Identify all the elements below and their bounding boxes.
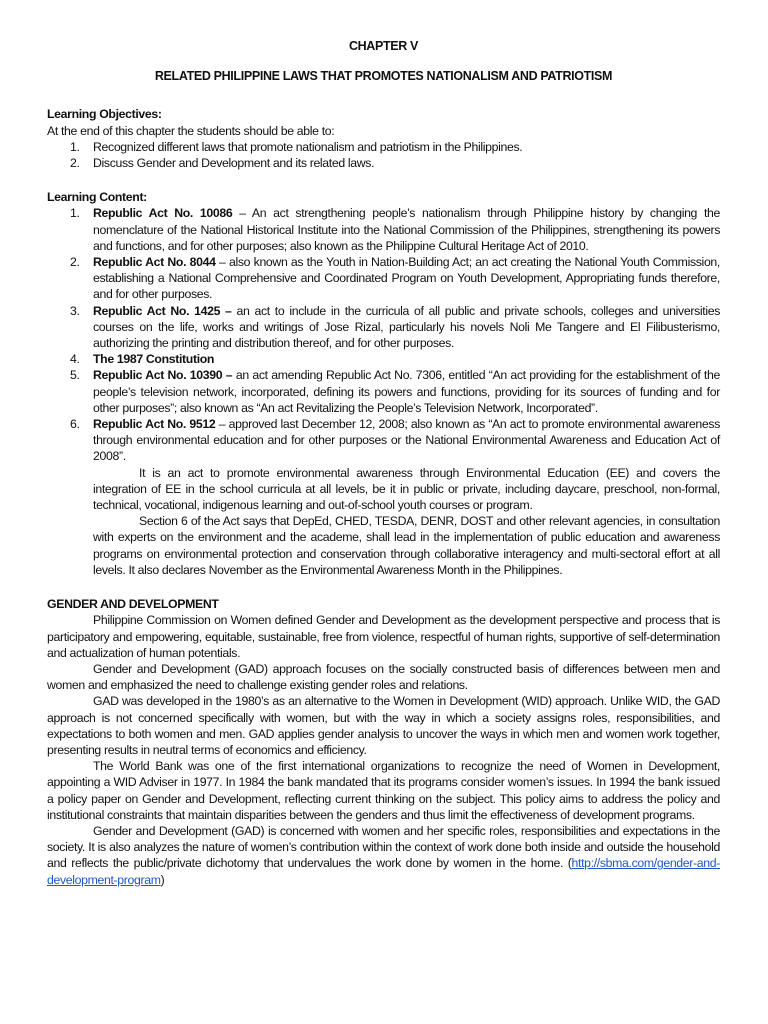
closing-paren: ): [160, 872, 165, 887]
list-item: [47, 205, 720, 254]
law-description: – also known as the Youth in Nation-Building Act; an act creating the National Youth Commission, establishing a National Comprehensive and Coordinated Program on Youth Development, Appropriating funds therefore, and for other purposes.: [93, 255, 720, 302]
law-name: Republic Act No. 1425 –: [93, 303, 232, 318]
page-header: [47, 38, 720, 84]
law-description: an act to include in the curricula of all public and private schools, colleges and universities courses on the life, works and writings of Jose Rizal, particularly his novels Noli Me Tangere and El Filibusterismo, authorizing the printing and distribution thereof, and for other purposes.: [93, 303, 720, 351]
law-name: The 1987 Constitution: [93, 352, 215, 367]
learning-objectives-list: [47, 139, 720, 171]
list-item: [47, 351, 720, 367]
chapter-title: RELATED PHILIPPINE LAWS THAT PROMOTES NATIONALISM AND PATRIOTISM: [154, 69, 613, 84]
list-item-text: Recognized different laws that promote nationalism and patriotism in the Philippines.: [93, 139, 523, 154]
list-number: 5.: [70, 368, 80, 383]
learning-content-heading: Learning Content:: [47, 190, 147, 205]
list-item: [47, 254, 720, 303]
learning-objectives-section: [47, 106, 720, 171]
ra9512-paragraph: It is an act to promote environmental awareness through Environmental Education (EE) and covers the integration of EE in the school curricula at all levels, be it in public or private, including daycare, preschool, non-formal, technical, vocational, indigenous learning and out-of-school youth courses or program.: [93, 465, 720, 513]
list-number: 4.: [70, 352, 80, 367]
gad-heading: GENDER AND DEVELOPMENT: [47, 597, 219, 612]
list-item: [47, 367, 720, 416]
law-name: Republic Act No. 9512: [93, 417, 216, 432]
list-number: 3.: [70, 303, 80, 318]
law-name: Republic Act No. 10086: [93, 206, 233, 221]
list-number: 1.: [70, 206, 80, 221]
law-description: an act amending Republic Act No. 7306, entitled “An act providing for the establishment of the people’s television network, incorporated, defining its powers and functions, providing for its sources of funding and for other purposes”; also known as “An act Revitalizing the People’s Television Network, Incorporated”.: [93, 368, 720, 415]
list-number: 6.: [70, 417, 80, 432]
list-item: [47, 155, 720, 171]
law-description: – approved last December 12, 2008; also known as “An act to promote environmental awareness through environmental education and for other purposes or the National Environmental Awareness and Education Act of 2008”.: [93, 417, 720, 464]
list-number: 2.: [70, 156, 80, 171]
gad-paragraph: Philippine Commission on Women defined Gender and Development as the development perspective and process that is participatory and empowering, equitable, sustainable, free from violence, respectful of human rights, supportive of self-determination and actualization of human potentials.: [47, 613, 720, 660]
list-item: [47, 303, 720, 352]
list-item-text: Discuss Gender and Development and its related laws.: [93, 156, 375, 171]
learning-objectives-heading: Learning Objectives:: [47, 107, 162, 122]
learning-objectives-intro: At the end of this chapter the students should be able to:: [47, 123, 335, 138]
learning-content-section: [47, 189, 720, 578]
gad-last-paragraph-text: Gender and Development (GAD) is concerned with women and her specific roles, responsibilities and expectations in the society. It is also analyzes the nature of women’s contribution within the context of work done both inside and outside the household and reflects the public/private dichotomy that undervalues the work done by women in the home. (: [47, 823, 720, 871]
law-description: – An act strengthening people’s nationalism through Philippine history by changing the nomenclature of the National Historical Institute into the National Commission of the Philippines, strengthening its powers and functions, and for other purposes; also known as the Philippine Cultural Heritage Act of 2010.: [93, 206, 720, 253]
gender-and-development-section: [47, 596, 720, 888]
law-name: Republic Act No. 10390 –: [93, 368, 233, 383]
list-item: [47, 416, 720, 578]
gad-paragraph: GAD was developed in the 1980’s as an alternative to the Women in Development (WID) approach. Unlike WID, the GAD approach is not concerned specifically with women, but with the way in which a society assigns roles, responsibilities, and expectations to both women and men. GAD applies gender analysis to uncover the ways in which men and women work together, presenting results in neutral terms of economics and efficiency.: [47, 694, 720, 757]
chapter-label: CHAPTER V: [348, 39, 419, 53]
gad-paragraph: [47, 823, 720, 888]
gad-paragraph: The World Bank was one of the first international organizations to recognize the need of Women in Development, appointing a WID Adviser in 1977. In 1984 the bank mandated that its programs consider women’s issues. In 1994 the bank issued a policy paper on Gender and Development, reflecting current thinking on the subject. This policy aims to address the policy and institutional constraints that maintain disparities between the genders and thus limit the effectiveness of development programs.: [47, 759, 720, 822]
law-name: Republic Act No. 8044: [93, 255, 216, 270]
list-number: 2.: [70, 255, 80, 270]
source-link[interactable]: http://sbma.com/gender-and-development-program: [47, 856, 720, 887]
list-item: [47, 139, 720, 155]
learning-content-list: [47, 205, 720, 578]
ra9512-paragraph: Section 6 of the Act says that DepEd, CHED, TESDA, DENR, DOST and other relevant agencies, in consultation with experts on the environment and the academe, shall lead in the implementation of public education and awareness programs on environmental protection and conservation through collaborative interagency and multi-sectoral effort at all levels. It also declares November as the Environmental Awareness Month in the Philippines.: [93, 514, 720, 577]
gad-paragraph: Gender and Development (GAD) approach focuses on the socially constructed basis of differences between men and women and emphasized the need to challenge existing gender roles and relations.: [47, 661, 720, 693]
list-number: 1.: [70, 139, 80, 154]
